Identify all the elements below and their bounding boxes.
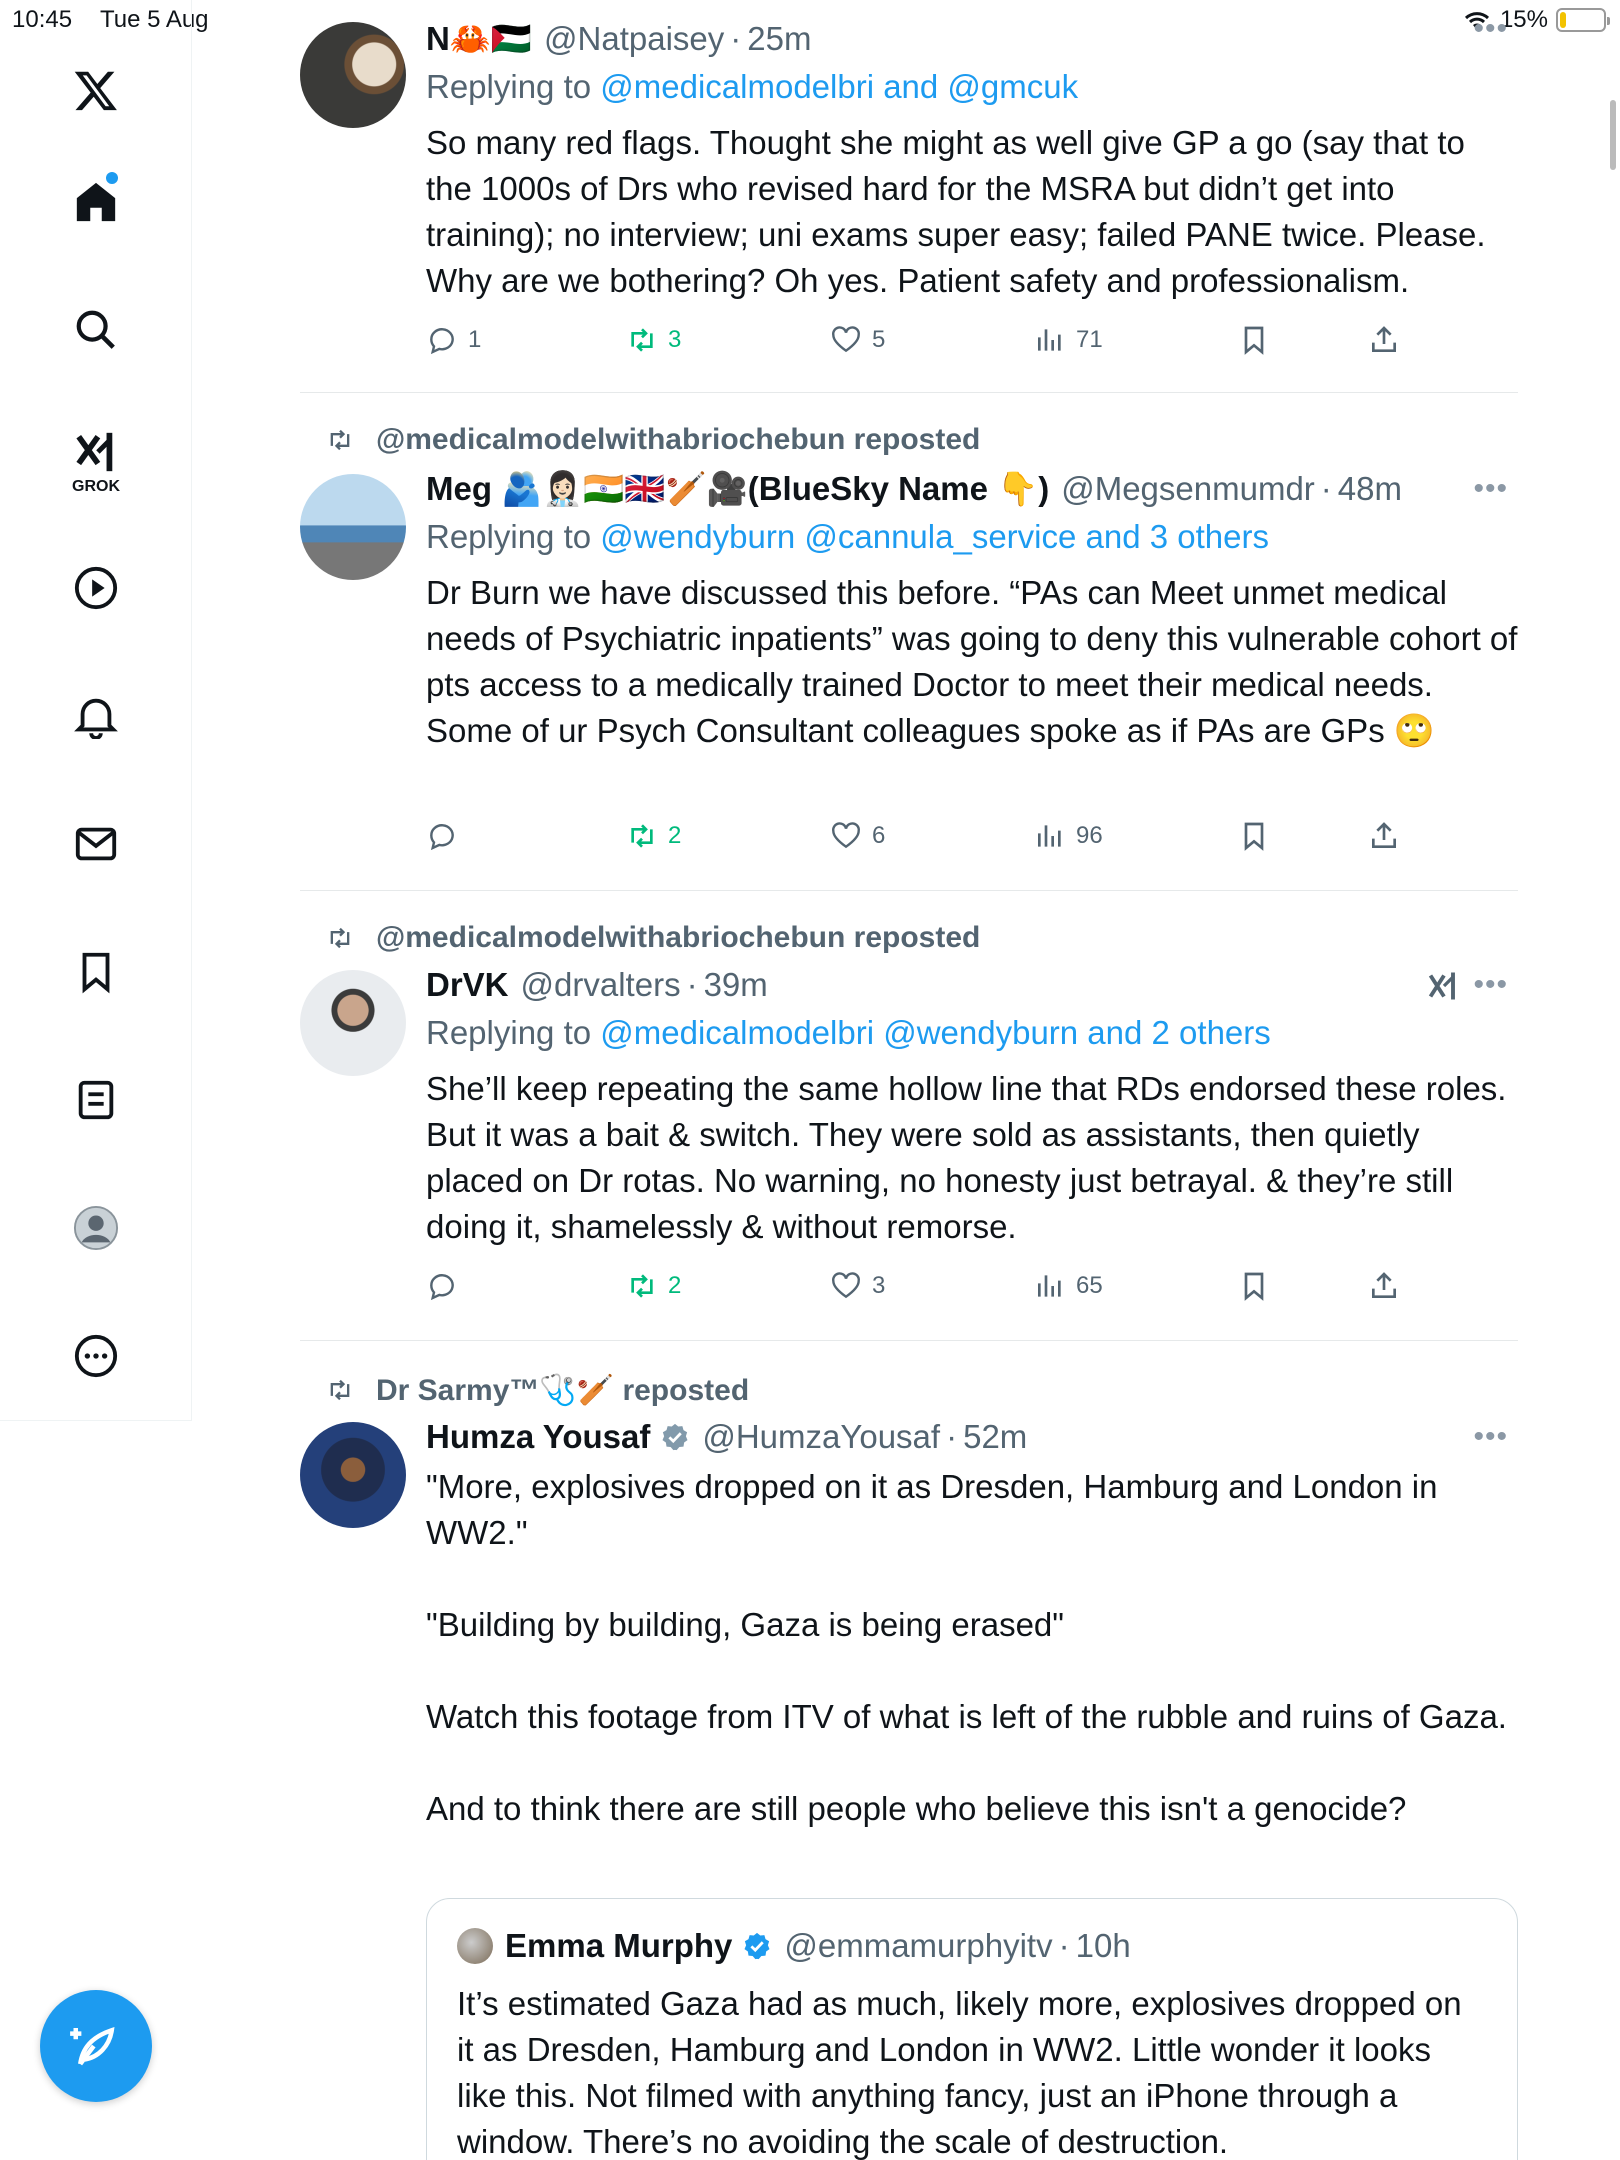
share-button[interactable]: [1368, 324, 1400, 356]
retweet-icon: [626, 820, 658, 852]
avatar[interactable]: [300, 1422, 406, 1528]
retweet-icon: [626, 1270, 658, 1302]
like-count: 5: [872, 326, 886, 353]
replying-prefix: Replying to: [426, 68, 601, 105]
reply-button[interactable]: [426, 820, 468, 852]
display-name[interactable]: Meg 🫂👩🏻‍⚕️🇮🇳🇬🇧🏏🎥(BlueSky Name 👇): [426, 469, 1050, 507]
reply-mentions[interactable]: @wendyburn @cannula_service and 3 others: [600, 518, 1269, 555]
tweet-header: [426, 1414, 1518, 1460]
retweet-icon: [324, 1376, 356, 1404]
quoted-display-name[interactable]: Emma Murphy: [505, 1927, 733, 1964]
views-icon: [1034, 1270, 1066, 1302]
quoted-avatar[interactable]: [457, 1928, 493, 1964]
avatar[interactable]: [300, 970, 406, 1076]
handle[interactable]: @HumzaYousaf: [702, 1418, 941, 1455]
tweet-header: [426, 962, 1518, 1008]
like-button[interactable]: [830, 1270, 885, 1302]
avatar-icon[interactable]: [66, 1198, 126, 1258]
reposted-by[interactable]: @medicalmodelwithabriochebun reposted: [376, 423, 981, 456]
scrollbar[interactable]: [1610, 100, 1616, 170]
bookmark-icon[interactable]: [66, 942, 126, 1002]
replying-to: [426, 64, 1518, 110]
share-button[interactable]: [1368, 1270, 1400, 1302]
views-button[interactable]: [1034, 820, 1103, 852]
retweet-count: 2: [668, 1272, 682, 1299]
tweet-actions: [426, 820, 1426, 860]
bookmark-icon: [1238, 324, 1270, 356]
tweet-divider: [300, 392, 1518, 393]
bookmark-button[interactable]: [1238, 324, 1270, 356]
heart-icon: [830, 324, 862, 356]
tweet-paragraph: "Building by building, Gaza is being erased": [426, 1606, 1064, 1643]
separator-dot: ·: [730, 20, 742, 57]
sidebar: [0, 0, 192, 1420]
quoted-handle[interactable]: @emmamurphyitv: [784, 1927, 1053, 1964]
views-icon: [1034, 820, 1066, 852]
verified-badge-icon: [660, 1422, 690, 1452]
share-icon: [1368, 1270, 1400, 1302]
reply-icon: [426, 820, 458, 852]
retweet-count: 3: [668, 326, 682, 353]
bookmark-icon: [1238, 820, 1270, 852]
bell-icon[interactable]: [66, 686, 126, 746]
display-name[interactable]: DrVK: [426, 966, 509, 1003]
repost-context: [376, 420, 980, 460]
handle[interactable]: @Megsenmumdr: [1061, 470, 1315, 507]
timestamp[interactable]: 25m: [747, 20, 812, 57]
battery-percent: 15%: [1499, 6, 1548, 33]
tweet-paragraph: Watch this footage from ITV of what is left of the rubble and ruins of Gaza.: [426, 1698, 1507, 1735]
more-options-icon[interactable]: •••: [1473, 12, 1508, 45]
replying-prefix: Replying to: [426, 518, 601, 555]
mail-icon[interactable]: [66, 814, 126, 874]
reply-mentions[interactable]: @medicalmodelbri @wendyburn and 2 others: [600, 1014, 1271, 1051]
repost-context: [376, 1370, 749, 1410]
quoted-tweet-header: [457, 1923, 1487, 1969]
like-count: 3: [872, 1272, 886, 1299]
handle[interactable]: @Natpaisey: [544, 20, 725, 57]
verified-badge-icon: [742, 1931, 772, 1961]
sidebar-divider: [0, 1420, 192, 1421]
retweet-icon: [324, 924, 356, 952]
quoted-tweet-text: It’s estimated Gaza had as much, likely more, explosives dropped on it as Dresden, Hamburg and London in WW2. Little wonder it looks like this. Not filmed with anything fancy, just an iPhone through a window. There’s no avoiding the scale of destruction.: [457, 1985, 1462, 2160]
repost-context: [376, 918, 980, 958]
separator-dot: ·: [686, 966, 698, 1003]
more-options-icon[interactable]: •••: [1473, 472, 1508, 505]
views-count: 71: [1076, 326, 1103, 353]
tweet-text: Dr Burn we have discussed this before. “PAs can Meet unmet medical needs of Psychiatric inpatients” was going to deny this vulnerable cohort of pts access to a medically trained Doctor to meet their medical needs. Some of ur Psych Consultant colleagues spoke as if PAs are GPs 🙄: [426, 574, 1518, 749]
retweet-button[interactable]: [626, 1270, 681, 1302]
play-icon[interactable]: [66, 558, 126, 618]
like-button[interactable]: [830, 820, 885, 852]
retweet-count: 2: [668, 822, 682, 849]
search-icon[interactable]: [66, 300, 126, 360]
grok-icon[interactable]: [66, 422, 126, 482]
compose-button[interactable]: [40, 1990, 152, 2102]
reposted-by[interactable]: @medicalmodelwithabriochebun reposted: [376, 921, 981, 954]
battery-icon: [1556, 8, 1606, 32]
compose-icon: [69, 2019, 123, 2073]
share-button[interactable]: [1368, 820, 1400, 852]
timestamp[interactable]: 48m: [1337, 470, 1402, 507]
timestamp[interactable]: 39m: [703, 966, 768, 1003]
reply-mentions[interactable]: @medicalmodelbri and @gmcuk: [600, 68, 1079, 105]
reply-icon: [426, 1270, 458, 1302]
heart-icon: [830, 1270, 862, 1302]
quoted-timestamp[interactable]: 10h: [1075, 1927, 1131, 1964]
replying-to: [426, 514, 1518, 560]
like-count: 6: [872, 822, 886, 849]
grok-label: GROK: [72, 478, 120, 495]
reply-button[interactable]: [426, 324, 481, 356]
quoted-tweet[interactable]: [426, 1898, 1518, 2160]
more-options-icon[interactable]: •••: [1473, 968, 1508, 1001]
list-icon[interactable]: [66, 1070, 126, 1130]
reply-button[interactable]: [426, 1270, 468, 1302]
views-count: 96: [1076, 822, 1103, 849]
retweet-icon: [324, 426, 356, 454]
home-notification-dot: [106, 172, 118, 184]
bookmark-button[interactable]: [1238, 820, 1270, 852]
reposted-by[interactable]: Dr Sarmy™🩺🏏 reposted: [376, 1373, 750, 1407]
views-button[interactable]: [1034, 1270, 1103, 1302]
tweet-actions: [426, 1270, 1426, 1310]
replying-prefix: Replying to: [426, 1014, 601, 1051]
replying-to: [426, 1010, 1518, 1056]
timestamp[interactable]: 52m: [963, 1418, 1028, 1455]
tweet-header: [426, 466, 1518, 512]
tweet-header: [426, 16, 1518, 62]
retweet-icon: [626, 324, 658, 356]
more-circle-icon[interactable]: [66, 1326, 126, 1386]
grok-icon[interactable]: [1426, 968, 1462, 1004]
retweet-button[interactable]: [626, 820, 681, 852]
x-logo-icon[interactable]: [66, 60, 126, 120]
heart-icon: [830, 820, 862, 852]
share-icon: [1368, 820, 1400, 852]
share-icon: [1368, 324, 1400, 356]
tweet-text: She’ll keep repeating the same hollow line that RDs endorsed these roles. But it was a bait & switch. They were sold as assistants, then quietly placed on Dr rotas. No warning, no honesty just betrayal. & they’re still doing it, shamelessly & without remorse.: [426, 1070, 1507, 1245]
handle[interactable]: @drvalters: [520, 966, 681, 1003]
like-button[interactable]: [830, 324, 885, 356]
retweet-button[interactable]: [626, 324, 681, 356]
tweet-divider: [300, 1340, 1518, 1341]
display-name[interactable]: N🦀🇵🇸: [426, 19, 533, 57]
views-button[interactable]: [1034, 324, 1103, 356]
tweet-actions: [426, 324, 1426, 364]
tweet-text: [426, 1464, 1518, 1832]
tweet-paragraph: "More, explosives dropped on it as Dresden, Hamburg and London in WW2.": [426, 1468, 1438, 1551]
avatar[interactable]: [300, 22, 406, 128]
battery-fill: [1560, 12, 1566, 28]
reply-icon: [426, 324, 458, 356]
separator-dot: ·: [946, 1418, 958, 1455]
avatar[interactable]: [300, 474, 406, 580]
tweet-paragraph: And to think there are still people who believe this isn't a genocide?: [426, 1790, 1407, 1827]
bookmark-icon: [1238, 1270, 1270, 1302]
tweet-text: So many red flags. Thought she might as well give GP a go (say that to the 1000s of Drs who revised hard for the MSRA but didn’t get into training); no interview; uni exams super easy; failed PANE twice. Please. Why are we bothering? Oh yes. Patient safety and professionalism.: [426, 124, 1486, 299]
status-date: Tue 5 Aug: [100, 6, 209, 33]
views-icon: [1034, 324, 1066, 356]
status-time: 10:45: [12, 6, 73, 33]
bookmark-button[interactable]: [1238, 1270, 1270, 1302]
reply-count: 1: [468, 326, 482, 353]
separator-dot: ·: [1058, 1927, 1070, 1964]
separator-dot: ·: [1320, 470, 1332, 507]
display-name[interactable]: Humza Yousaf: [426, 1418, 651, 1455]
tweet-divider: [300, 890, 1518, 891]
more-options-icon[interactable]: •••: [1473, 1420, 1508, 1453]
views-count: 65: [1076, 1272, 1103, 1299]
